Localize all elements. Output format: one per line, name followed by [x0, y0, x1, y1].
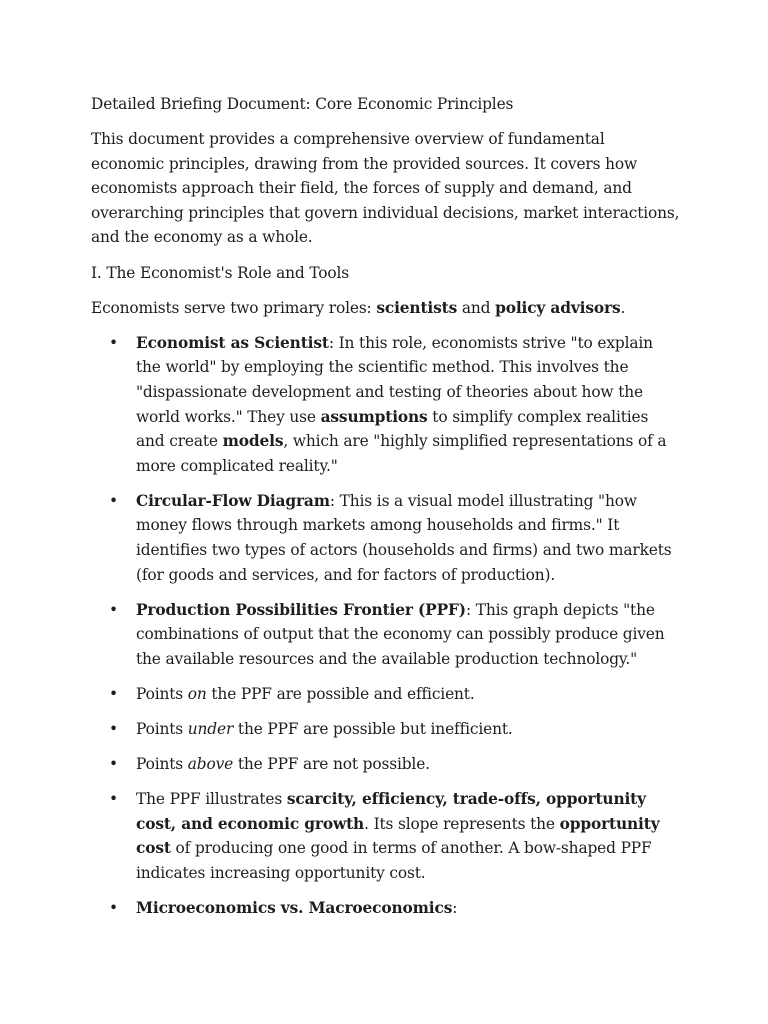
bullet-text: The PPF illustrates [136, 790, 287, 809]
bullet-term: scarcity, efficiency, trade-offs, opportunity cost, and economic growth [136, 790, 646, 833]
roles-scientists: scientists [376, 298, 458, 317]
intro-paragraph: This document provides a comprehensive overview of fundamental economic principles, drawing from the provided sources. It covers how economists approach their field, the forces of supply and demand, and overarching principles that govern individual decisions, market interactions, and the economy as a whole. [91, 130, 680, 247]
bullet-text: the PPF are possible and efficient. [206, 684, 475, 703]
bullet-text: Points [136, 684, 188, 703]
bullet-text: to simplify complex realities and create [136, 407, 649, 451]
roles-and: and [457, 298, 496, 317]
bullet-text: : In this role, economists strive "to explain the world" by employing the scientific method. This involves the "dispassionate development and testing of theories about how the world works." They use [136, 333, 653, 426]
bullet-text: , which are "highly simplified representations of a more complicated reality." [136, 432, 667, 475]
bullet-text: : This graph depicts "the combinations of output that the economy can possibly produce given the available resources and the available production technology." [136, 600, 665, 668]
bullet-term: opportunity cost [136, 814, 660, 858]
bullet-ppf [136, 598, 681, 672]
bullet-ppf-illustrates [136, 787, 681, 885]
document-body [91, 92, 681, 931]
bullet-term: Economist as Scientist [136, 333, 329, 352]
bullet-text: Points [136, 755, 188, 774]
bullet-circular-flow [136, 489, 681, 587]
bullet-term: Microeconomics vs. Macroeconomics [136, 899, 453, 918]
bullet-points-above [136, 752, 681, 777]
bullet-term-assumptions: assumptions [320, 407, 428, 426]
bullet-list [91, 331, 681, 921]
roles-text: Economists serve two primary roles: [91, 298, 377, 317]
bullet-economist-scientist [136, 331, 681, 479]
roles-end: . [620, 298, 626, 317]
bullet-micro-macro [136, 896, 681, 921]
section-heading: I. The Economist's Role and Tools [91, 263, 350, 282]
bullet-text: Points [136, 720, 188, 739]
bullet-emphasis: under [187, 720, 234, 739]
roles-paragraph [91, 296, 681, 321]
bullet-text: : This is a visual model illustrating "how money flows through markets among households and firms." It identifies two types of actors (households and firms) and two markets (for goods and services, and for factors of production). [136, 491, 672, 584]
bullet-term: Circular-Flow Diagram [136, 491, 330, 510]
bullet-text: of producing one good in terms of another. A bow-shaped PPF indicates increasing opportunity cost. [136, 839, 652, 883]
bullet-points-under [136, 717, 681, 742]
bullet-emphasis: above [187, 755, 234, 774]
bullet-text: the PPF are possible but inefficient. [233, 720, 513, 739]
bullet-text: . Its slope represents the [364, 814, 560, 833]
bullet-term: Production Possibilities Frontier (PPF) [136, 600, 466, 619]
bullet-emphasis: on [187, 684, 207, 703]
bullet-text: the PPF are not possible. [233, 755, 430, 774]
bullet-term-models: models [222, 432, 284, 451]
bullet-text: : [452, 899, 458, 918]
document-title: Detailed Briefing Document: Core Economic Principles [91, 95, 514, 113]
bullet-points-on [136, 682, 681, 707]
roles-policy-advisors: policy advisors [495, 298, 621, 317]
